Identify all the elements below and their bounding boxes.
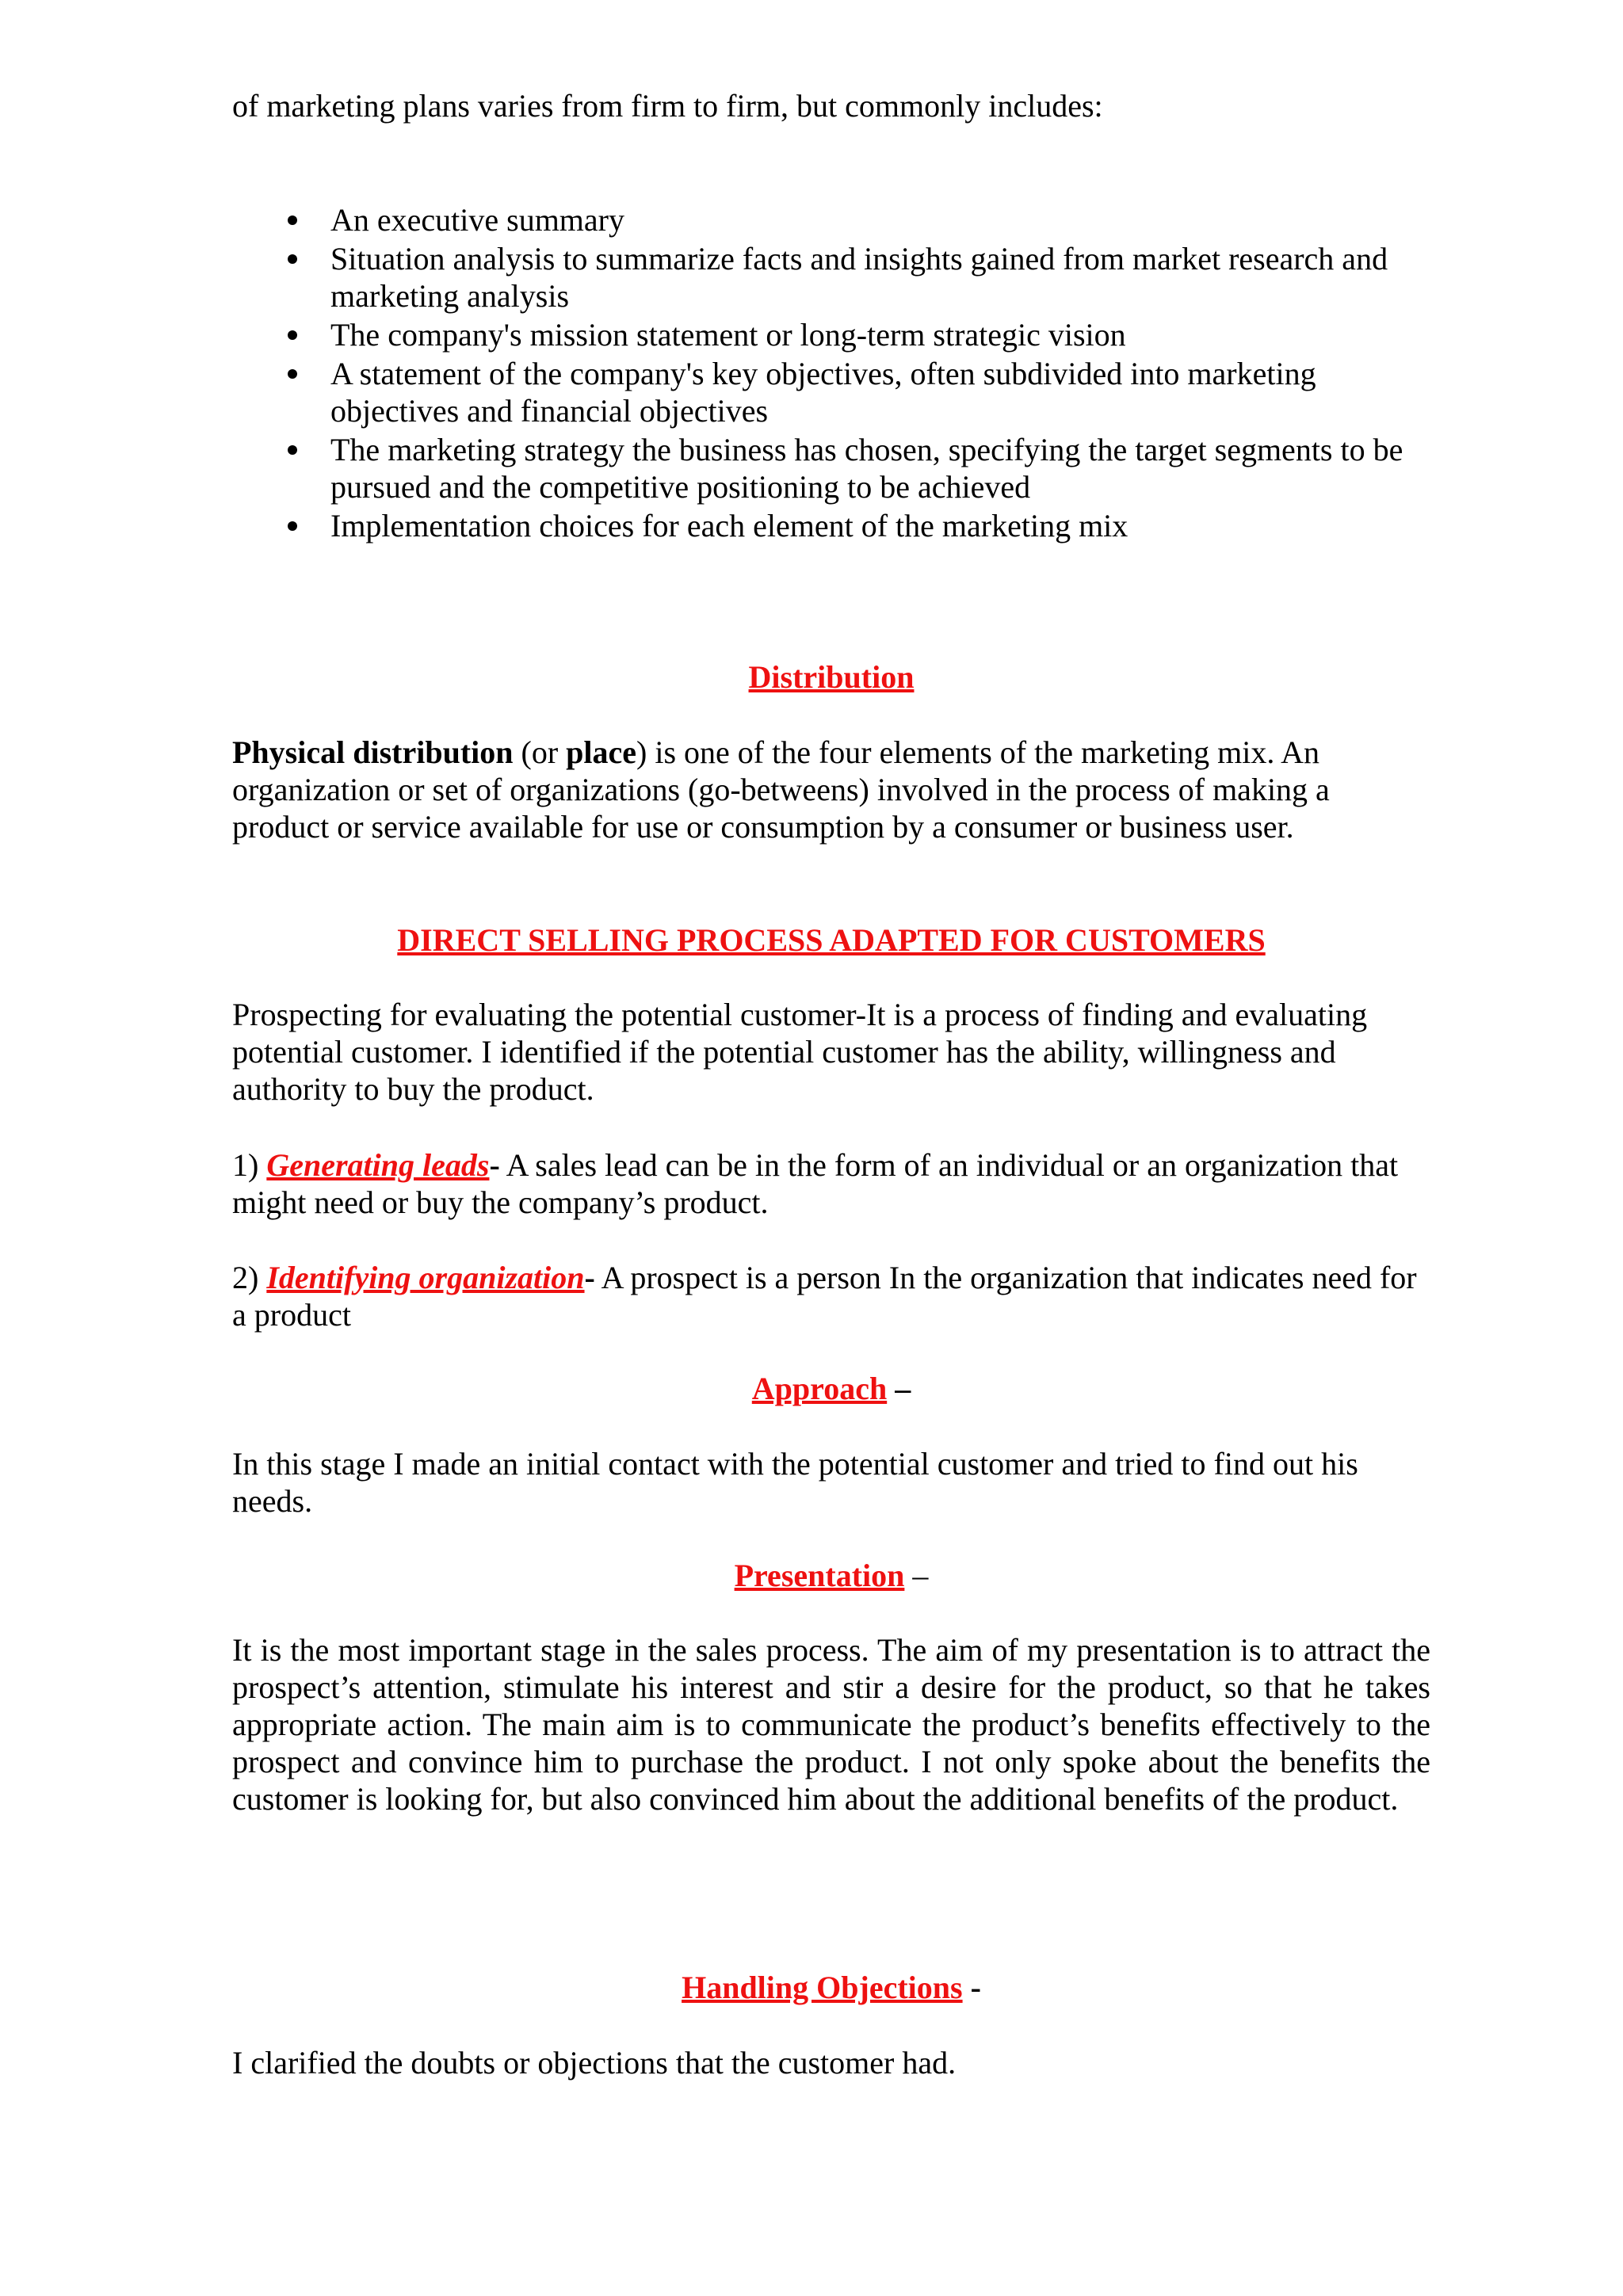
presentation-heading-text: Presentation — [734, 1558, 905, 1593]
list-item-text: Implementation choices for each element of the marketing mix — [330, 508, 1128, 543]
step-identifying-organization — [232, 1259, 1430, 1333]
step-number: 2) — [232, 1260, 267, 1295]
bullet-icon — [288, 215, 297, 225]
distribution-term-physical: Physical distribution — [232, 734, 514, 770]
list-item-text: The marketing strategy the business has chosen, specifying the target segments to be pursued and the competitive positioning to be achieved — [330, 432, 1403, 505]
list-item-text: An executive summary — [330, 202, 624, 238]
direct-selling-heading — [232, 921, 1430, 959]
presentation-paragraph — [232, 1631, 1430, 1817]
list-item-text: The company's mission statement or long-term strategic vision — [330, 317, 1126, 353]
approach-heading-suffix: – — [887, 1371, 911, 1406]
intro-text: of marketing plans varies from firm to firm, but commonly includes: — [232, 88, 1103, 124]
step-label-generating-leads: Generating leads — [266, 1147, 490, 1183]
handling-objections-heading-suffix: - — [962, 1970, 981, 2005]
bullet-icon — [288, 521, 297, 531]
list-item — [232, 240, 1430, 315]
step-dash: - — [489, 1147, 500, 1183]
handling-objections-paragraph — [232, 2044, 1430, 2081]
distribution-paragraph — [232, 734, 1430, 845]
handling-objections-heading — [232, 1969, 1430, 2006]
list-item — [232, 316, 1430, 353]
list-item — [232, 355, 1430, 429]
bullet-icon — [288, 369, 297, 379]
step-generating-leads — [232, 1146, 1430, 1221]
step-label-identifying-organization: Identifying organization — [266, 1260, 585, 1295]
list-item — [232, 507, 1430, 544]
presentation-text: It is the most important stage in the sales process. The aim of my presentation is to attract the prospect’s attention, stimulate his interest and stir a desire for the product, so that he takes appropriate action. The main aim is to communicate the product’s benefits effectively to the prospect and convince him to purchase the product. I not only spoke about the benefits the customer is looking for, but also convinced him about the additional benefits of the product. — [232, 1632, 1430, 1817]
bullet-icon — [288, 445, 297, 455]
step-dash: - — [584, 1260, 595, 1295]
prospecting-paragraph — [232, 996, 1430, 1108]
marketing-plan-list — [232, 201, 1430, 546]
list-item — [232, 201, 1430, 238]
intro-paragraph — [232, 87, 1430, 124]
step-text: A sales lead can be in the form of an individual or an organization that might need or buy the company’s product. — [232, 1147, 1399, 1220]
approach-text: In this stage I made an initial contact with the potential customer and tried to find out his needs. — [232, 1446, 1358, 1519]
approach-heading — [232, 1370, 1430, 1407]
list-item-text: A statement of the company's key objectives, often subdivided into marketing objectives and financial objectives — [330, 356, 1316, 429]
list-item — [232, 431, 1430, 505]
presentation-heading-suffix: – — [904, 1558, 929, 1593]
distribution-text-part2: ) is one of the four elements of the marketing mix. An organization or set of organizations (go-betweens) involved in the process of making a product or service available for use or consumption by a consumer or business user. — [232, 734, 1330, 845]
prospecting-text: Prospecting for evaluating the potential customer-It is a process of finding and evaluating potential customer. I identified if the potential customer has the ability, willingness and authority to buy the product. — [232, 997, 1368, 1107]
handling-objections-heading-text: Handling Objections — [682, 1970, 963, 2005]
step-number: 1) — [232, 1147, 267, 1183]
distribution-heading-text: Distribution — [748, 659, 915, 695]
distribution-term-place: place — [566, 734, 637, 770]
presentation-heading — [232, 1557, 1430, 1594]
bullet-icon — [288, 254, 297, 264]
approach-paragraph — [232, 1445, 1430, 1520]
step-text: A prospect is a person In the organization that indicates need for a product — [232, 1260, 1417, 1333]
distribution-heading — [232, 658, 1430, 696]
approach-heading-text: Approach — [751, 1371, 888, 1406]
distribution-text-part1: (or — [513, 734, 567, 770]
direct-selling-heading-text: DIRECT SELLING PROCESS ADAPTED FOR CUSTOMERS — [397, 922, 1266, 958]
bullet-icon — [288, 330, 297, 340]
handling-objections-text: I clarified the doubts or objections that the customer had. — [232, 2045, 957, 2081]
list-item-text: Situation analysis to summarize facts and insights gained from market research and marketing analysis — [330, 241, 1388, 314]
